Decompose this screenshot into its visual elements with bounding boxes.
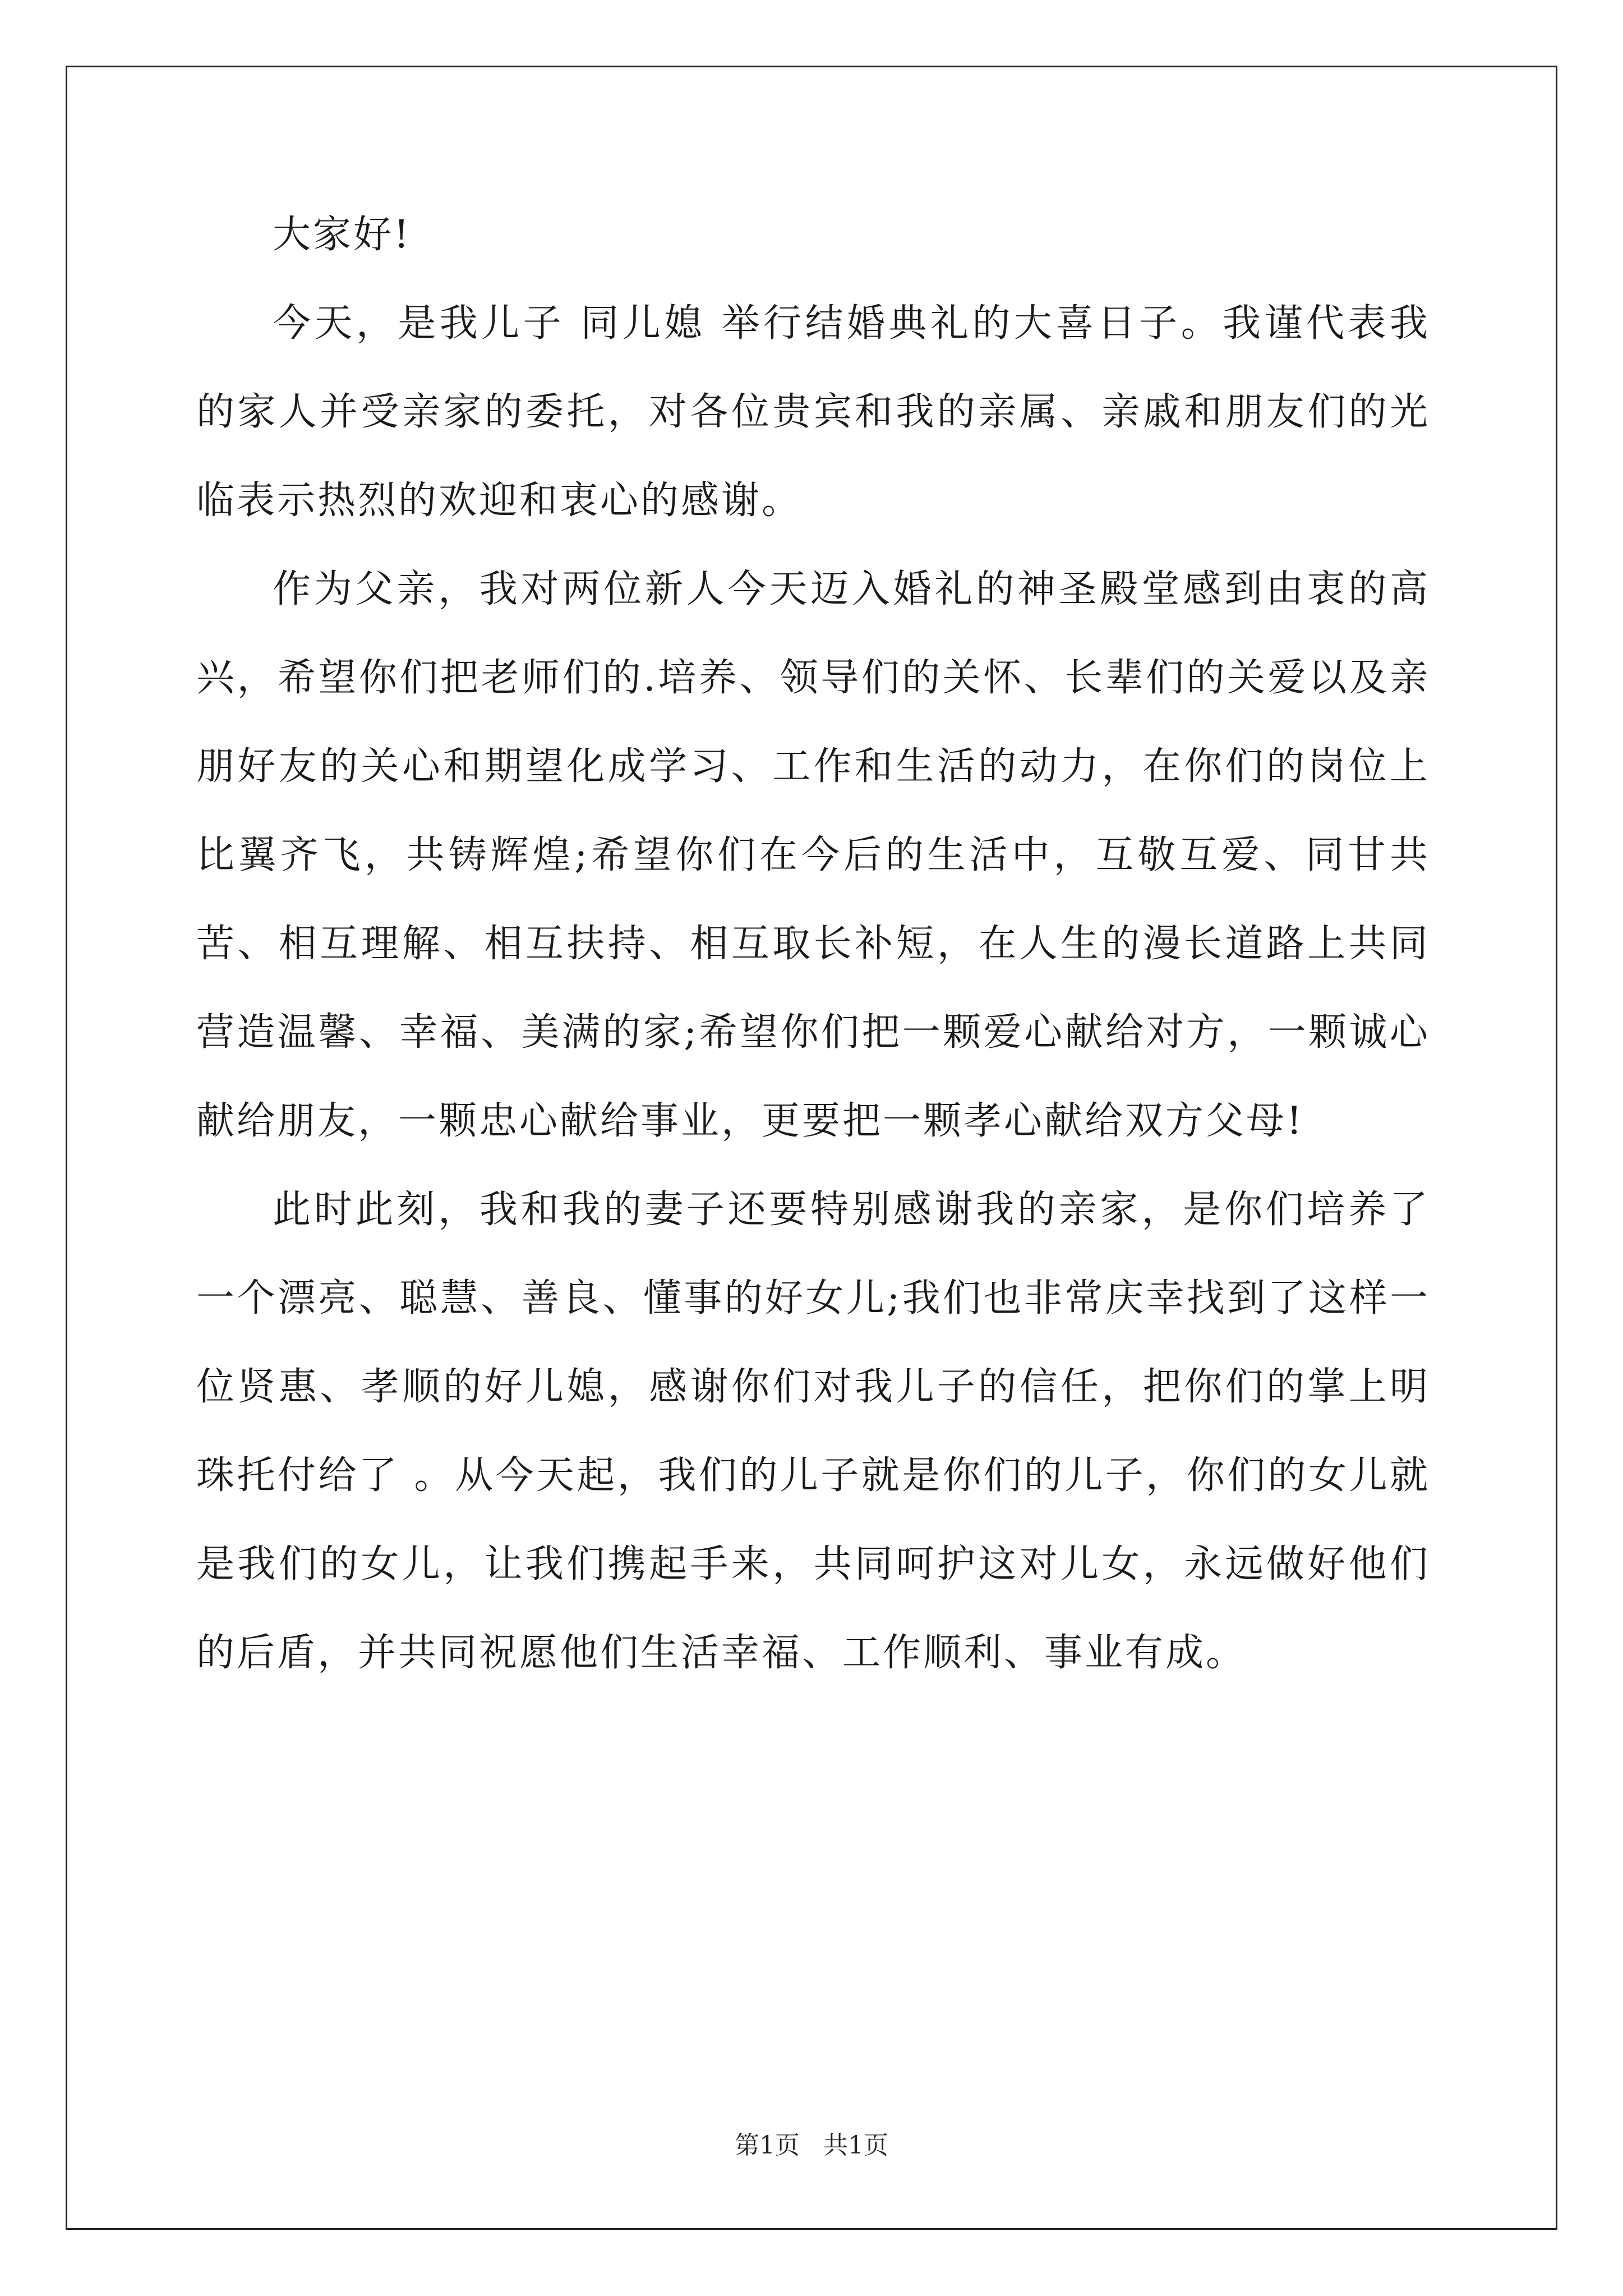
thanks-paragraph: 此时此刻，我和我的妻子还要特别感谢我的亲家，是你们培养了一个漂亮、聪慧、善良、懂事的好女儿;我们也非常庆幸找到了这样一位贤惠、孝顺的好儿媳，感谢你们对我儿子的信任，把你们的掌上明珠托付给了 。从今天起，我们的儿子就是你们的儿子，你们的女儿就是我们的女儿，让我们携起手来，共同呵护这对儿女，永远做好他们的后盾，并共同祝愿他们生活幸福、工作顺利、事业有成。 [196, 1188, 1430, 1675]
page-total: 共1页 [823, 2131, 888, 2160]
page-number: 第1页 [735, 2131, 800, 2160]
opening-paragraph: 今天，是我儿子 同儿媳 举行结婚典礼的大喜日子。我谨代表我的家人并受亲家的委托，对各位贵宾和我的亲属、亲戚和朋友们的光临表示热烈的欢迎和衷心的感谢。 [196, 301, 1430, 523]
greeting-paragraph: 大家好! [273, 213, 412, 257]
document-body [196, 191, 1430, 1697]
wishes-paragraph: 作为父亲，我对两位新人今天迈入婚礼的神圣殿堂感到由衷的高兴，希望你们把老师们的.培养、领导们的关怀、长辈们的关爱以及亲朋好友的关心和期望化成学习、工作和生活的动力，在你们的岗位上比翼齐飞，共铸辉煌;希望你们在今后的生活中，互敬互爱、同甘共苦、相互理解、相互扶持、相互取长补短，在人生的漫长道路上共同营造温馨、幸福、美满的家;希望你们把一颗爱心献给对方，一颗诚心献给朋友，一颗忠心献给事业，更要把一颗孝心献给双方父母! [196, 567, 1430, 1143]
page-footer [0, 2129, 1623, 2162]
